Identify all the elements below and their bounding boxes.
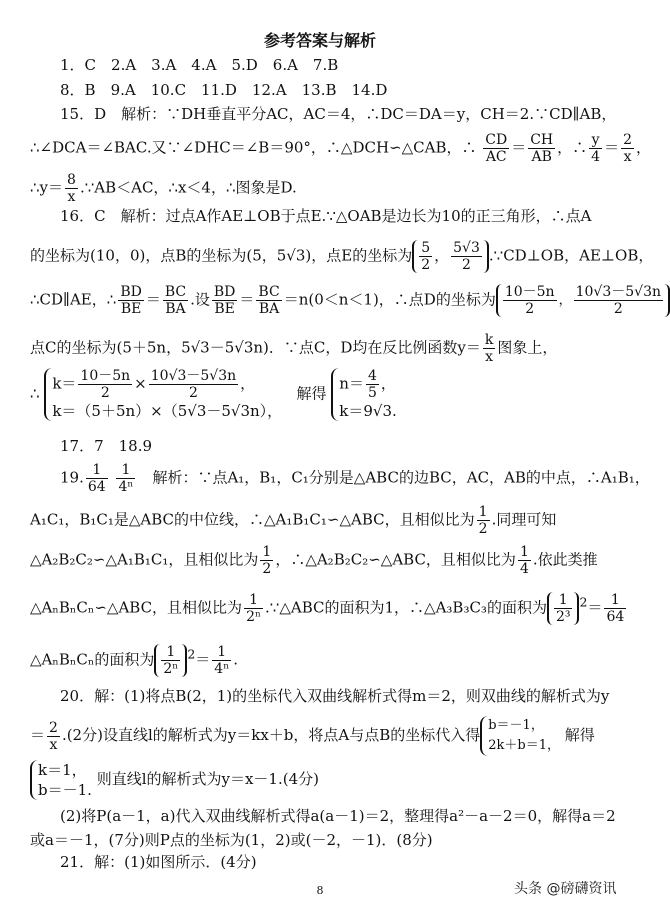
q19-line-2: A₁C₁，B₁C₁是△ABC的中位线，∴△A₁B₁C₁∽△ABC，且相似比为 $\frac{1}{2}$ .同理可知 bbox=[30, 504, 557, 537]
q20-line-1: 20．解：(1)将点B(2，1)的坐标代入双曲线解析式得m＝2，则双曲线的解析式为y bbox=[60, 687, 610, 705]
q16-line-2: 的坐标为(10，0)，点B的坐标为(5，5√3)，点E的坐标为 $\frac{5}{2}$ ， $\frac{5√3}{2}$ .∵CD⊥OB，AE⊥OB， bbox=[30, 240, 654, 273]
page-number: 8 bbox=[316, 884, 324, 897]
q15-line-2: ∴∠DCA＝∠BAC.又∵∠DHC＝∠B＝90°，∴△DCH∽△CAB，∴ $\frac{CD}{AC}$ ＝ $\frac{CH}{AB}$ ，∴ $\frac{y}{4}$ ＝ $\frac{2}{x}$ ， bbox=[30, 132, 652, 165]
answers-row-2: 8．B 9.A 10.C 11.D 12.A 13.B 14.D bbox=[60, 81, 388, 99]
q20-line-2: ＝ $\frac{2}{x}$ .(2分)设直线l的解析式为y＝kx＋b，将点A与点B的坐标代入得 b＝－1， 2k＋b＝1， 解得 bbox=[30, 716, 595, 756]
q16-system: ∴ k＝ $\frac{10-5n}{2}$ × $\frac{10√3-5√3n}{2}$ ， k＝（5＋5n）×（5√3－5√3n）， 解得 n＝ $\frac{4}{5}$ ， k＝9√3. bbox=[30, 368, 397, 420]
q19-line-1: 19. $\frac{1}{64}$ $\frac{1}{\text{4ⁿ}}$ 解析：∵点A₁，B₁，C₁分别是△ABC的边BC，AC，AB的中点，∴A₁B₁， bbox=[60, 462, 650, 495]
q21-line: 21．解：(1)如图所示．(4分) bbox=[60, 853, 257, 871]
q20-line-3: k＝1， b＝－1. 则直线l的解析式为y＝x－1.(4分) bbox=[30, 760, 319, 800]
q20-line-5: 或a＝－1，(7分)则P点的坐标为(1，2)或(－2，－1)．(8分) bbox=[30, 831, 433, 849]
solution-system: n＝ $\frac{4}{5}$ ， k＝9√3. bbox=[331, 368, 397, 421]
q15-line-3: ∴y＝ $\frac{8}{x}$ .∵AB＜AC，∴x＜4，∴图象是D. bbox=[30, 172, 297, 205]
line-solution: k＝1， b＝－1. bbox=[30, 760, 92, 800]
page-title: 参考答案与解析 bbox=[263, 31, 376, 50]
fraction: $\frac{CD}{AC}$ bbox=[485, 132, 508, 165]
q15-line-1: 15．D 解析：∵DH垂直平分AC，AC＝4，∴DC＝DA＝y，CH＝2.∵CD∥AB， bbox=[60, 105, 617, 123]
equation-system: k＝ $\frac{10-5n}{2}$ × $\frac{10√3-5√3n}{2}$ ， k＝（5＋5n）×（5√3－5√3n）， bbox=[44, 368, 282, 421]
q20-line-4: (2)将P(a－1，a)代入双曲线解析式得a(a－1)＝2，整理得a²－a－2＝0，解得a＝2 bbox=[60, 807, 616, 825]
q19-line-3: △A₂B₂C₂∽△A₁B₁C₁，且相似比为 $\frac{1}{2}$ ，∴△A₂B₂C₂∽△ABC，且相似比为 $\frac{1}{4}$ .依此类推 bbox=[30, 544, 598, 577]
q16-line-3: ∴CD∥AE，∴ $\frac{BD}{BE}$ ＝ $\frac{BC}{BA}$ .设 $\frac{BD}{BE}$ ＝ $\frac{BC}{BA}$ ＝n(0＜n＜1)，∴点D的坐标为 $\frac{10-5n}{2}$ ， $\frac{10√3-5√3n}{2}$ bbox=[30, 284, 670, 317]
q19-line-5: △AₙBₙCₙ的面积为 $\frac{1}{\text{2ⁿ}}$ $^2$＝ $\frac{1}{\text{4ⁿ}}$ . bbox=[30, 644, 239, 677]
watermark: 头条 @磅礴资讯 bbox=[514, 881, 617, 897]
answers-row-1: 1．C 2.A 3.A 4.A 5.D 6.A 7.B bbox=[60, 56, 339, 74]
q16-line-4: 点C的坐标为(5＋5n，5√3－5√3n)．∵点C，D均在反比例函数y＝ $\frac{k}{x}$ 图象上， bbox=[30, 332, 558, 365]
answers-17-18: 17．7 18.9 bbox=[60, 437, 153, 455]
q19-line-4: △AₙBₙCₙ∽△ABC，且相似比为 $\frac{1}{\text{2ⁿ}}$ .∵△ABC的面积为1，∴△A₃B₃C₃的面积为 $\frac{1}{\text{2³}}$ $^2$＝ $\frac{1}{64}$ bbox=[30, 592, 625, 625]
q16-line-1: 16．C 解析：过点A作AE⊥OB于点E.∵△OAB是边长为10的正三角形，∴点A bbox=[60, 207, 592, 225]
